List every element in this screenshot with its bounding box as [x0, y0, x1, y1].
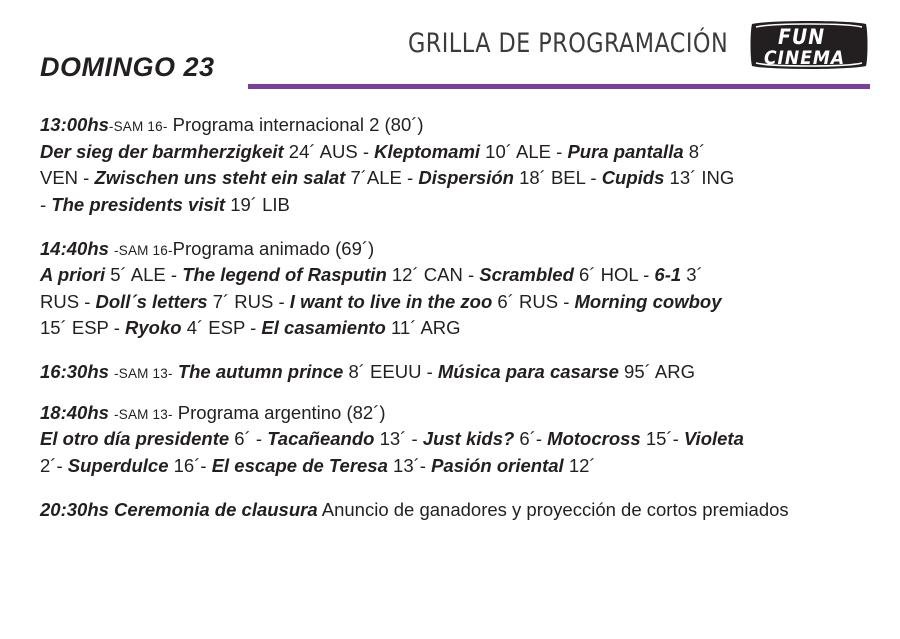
film-meta: 6´ - [229, 428, 268, 450]
film-meta: RUS - [40, 290, 96, 312]
film-title: Doll´s letters [95, 290, 208, 312]
film-meta: 3´ [681, 264, 703, 286]
film-title: Zwischen uns steht ein salat [94, 167, 346, 189]
film-title: The legend of Rasputin [182, 264, 387, 286]
rating-label: -SAM 13- [114, 406, 173, 422]
film-title: Motocross [547, 428, 641, 450]
film-title: 6-1 [654, 264, 682, 286]
film-meta: 15´- [640, 428, 684, 450]
block-heading [40, 359, 870, 386]
svg-text:FUN: FUN [778, 25, 826, 49]
block-heading [40, 236, 870, 263]
rating-label: -SAM 16- [108, 119, 168, 134]
film-meta: 4´ ESP - [181, 317, 262, 339]
film-meta: - [40, 193, 52, 215]
film-title: El escape de Teresa [211, 454, 388, 476]
film-meta: 95´ ARG [618, 361, 695, 382]
schedule-block [40, 236, 870, 343]
film-title: Kleptomami [374, 140, 481, 162]
film-title: Dispersión [418, 167, 514, 189]
film-title: Morning cowboy [574, 290, 722, 312]
program-label: Programa animado (69´) [172, 237, 375, 259]
film-meta: 6´ HOL - [573, 264, 655, 286]
film-meta: 13´ - [374, 428, 423, 450]
film-line [40, 165, 870, 192]
film-line [40, 192, 870, 219]
block-heading [40, 112, 870, 139]
closing-line [40, 497, 870, 524]
film-title: Superdulce [67, 454, 169, 476]
film-line [40, 289, 870, 316]
header-divider [248, 84, 870, 89]
film-line [40, 139, 870, 166]
film-meta: 11´ ARG [385, 317, 461, 339]
film-meta: 13´ ING [664, 167, 735, 189]
schedule-block [40, 400, 870, 480]
film-meta: 15´ ESP - [40, 317, 126, 339]
closing-ceremony-block [40, 497, 870, 524]
page-title: GRILLA DE PROGRAMACIÓN [408, 28, 729, 59]
film-title: El otro día presidente [40, 428, 230, 450]
film-meta: 5´ ALE - [105, 264, 183, 286]
screening-time: 18:40hs [40, 401, 109, 423]
film-line [40, 426, 870, 453]
film-title: Violeta [683, 428, 744, 450]
film-title: Scrambled [479, 264, 574, 286]
day-heading: DOMINGO 23 [40, 52, 215, 82]
screening-time: 16:30hs [40, 361, 109, 382]
film-title: Ryoko [125, 317, 182, 339]
film-title: I want to live in the zoo [289, 290, 493, 312]
film-title: Pura pantalla [567, 140, 684, 162]
closing-ceremony-description: Anuncio de ganadores y proyección de cortos premiados [317, 498, 789, 520]
rating-label: -SAM 13- [114, 366, 173, 381]
schedule-block [40, 112, 870, 219]
block-heading [40, 400, 870, 427]
film-meta: 8´ [683, 140, 706, 162]
film-title: Just kids? [422, 428, 515, 450]
film-title: Música para casarse [437, 361, 619, 382]
film-meta: 12´ [563, 454, 596, 476]
film-meta: 16´- [168, 454, 212, 476]
film-title: Der sieg der barmherzigkeit [40, 140, 284, 162]
film-meta: 19´ LIB [225, 193, 290, 215]
film-meta: 18´ BEL - [513, 167, 602, 189]
program-label: Programa internacional 2 (80´) [167, 114, 424, 135]
page-header [0, 0, 900, 92]
schedule-list [40, 112, 870, 540]
film-title: Tacañeando [267, 428, 375, 450]
film-title: The autumn prince [177, 361, 344, 382]
fun-cinema-logo [748, 18, 870, 72]
program-label: Programa argentino (82´) [172, 401, 386, 423]
film-meta: 13´- [387, 454, 432, 476]
schedule-block [40, 359, 870, 386]
film-meta: 6´ RUS - [492, 290, 575, 312]
film-line [40, 315, 870, 342]
closing-ceremony-title: 20:30hs Ceremonia de clausura [40, 498, 318, 520]
film-title: Pasión oriental [431, 454, 564, 476]
film-title: The presidents visit [51, 193, 226, 215]
film-line [40, 262, 870, 289]
film-title: Cupids [601, 167, 665, 189]
film-title: El casamiento [261, 317, 386, 339]
screening-time: 14:40hs [40, 237, 109, 259]
film-meta: 12´ CAN - [386, 264, 480, 286]
film-title: A priori [40, 264, 106, 286]
film-meta: 8´ EEUU - [343, 361, 438, 382]
film-meta: 2´- [40, 454, 68, 476]
rating-label: -SAM 16- [114, 242, 173, 258]
film-meta: 7´ALE - [345, 167, 419, 189]
film-line [40, 453, 870, 480]
screening-time: 13:00hs [40, 114, 109, 135]
film-meta: 24´ AUS - [283, 140, 375, 162]
film-meta: 6´- [514, 428, 548, 450]
film-meta: 7´ RUS - [207, 290, 290, 312]
svg-text:CINEMA: CINEMA [764, 47, 846, 69]
film-meta: 10´ ALE - [480, 140, 568, 162]
film-meta: VEN - [40, 167, 95, 189]
